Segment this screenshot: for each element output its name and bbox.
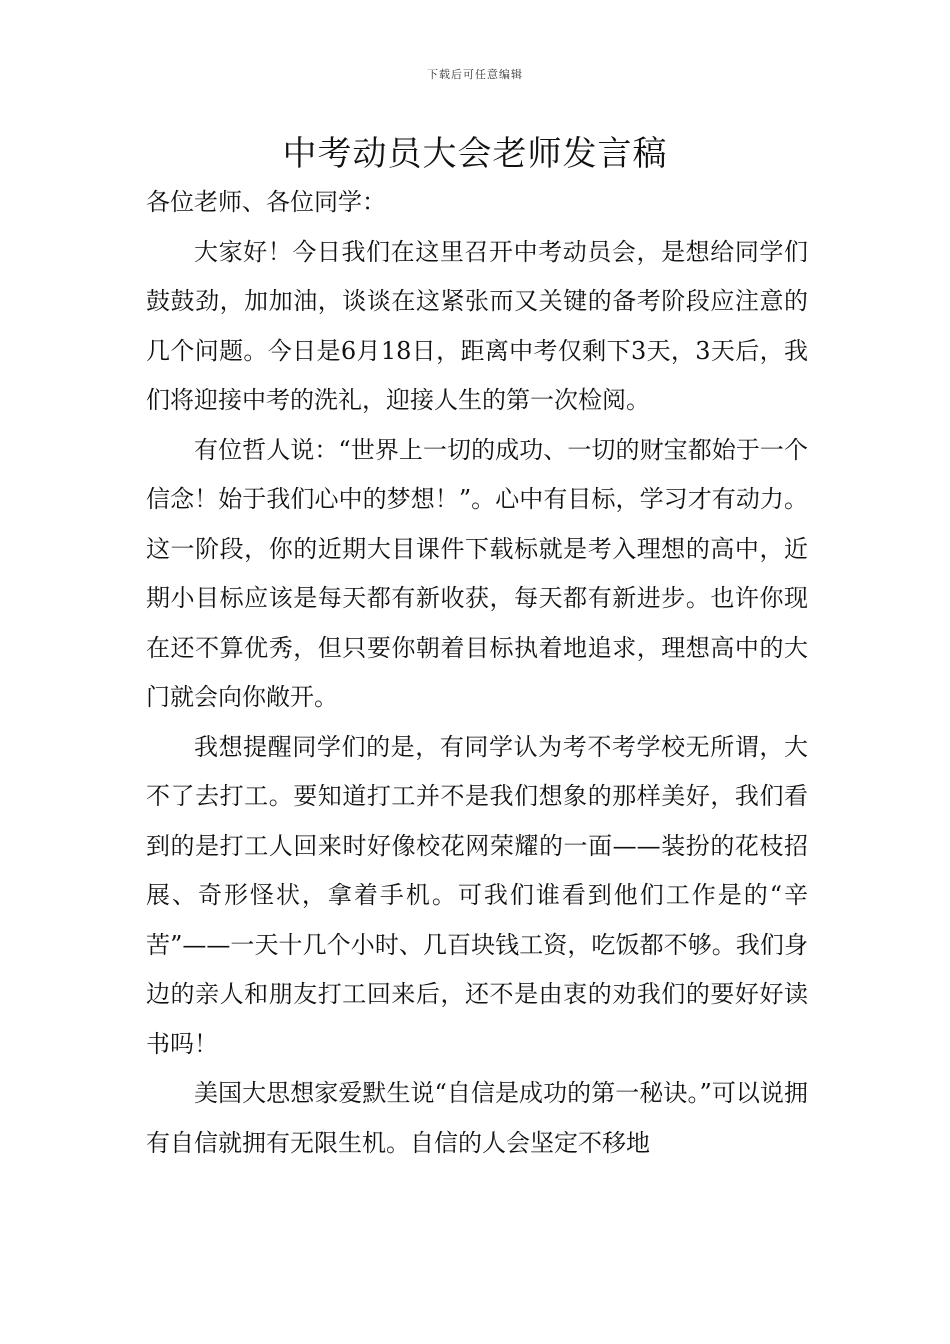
- salutation: 各位老师、各位同学：: [146, 188, 386, 216]
- paragraph-1: 大家好！今日我们在这里召开中考动员会，是想给同学们鼓鼓劲，加加油，谈谈在这紧张而又关键的备考阶段应注意的几个问题。今日是6月18日，距离中考仅剩下3天，3天后，我们将迎接中考的洗礼，迎接人生的第一次检阅。: [146, 237, 808, 414]
- paragraph-2: 有位哲人说：“世界上一切的成功、一切的财宝都始于一个信念！始于我们心中的梦想！”。心中有目标，学习才有动力。这一阶段，你的近期大目课件下载标就是考入理想的高中，近期小目标应该是每天都有新收获，每天都有新进步。也许你现在还不算优秀，但只要你朝着目标执着地追求，理想高中的大门就会向你敞开。: [146, 435, 808, 711]
- document-title: 中考动员大会老师发言稿: [282, 134, 668, 174]
- paragraph-4: 美国大思想家爱默生说“自信是成功的第一秘诀。”可以说拥有自信就拥有无限生机。自信的人会坚定不移地: [146, 1079, 808, 1157]
- document-body: [146, 178, 808, 1168]
- paragraph-3: 我想提醒同学们的是，有同学认为考不考学校无所谓，大不了去打工。要知道打工并不是我们想象的那样美好，我们看到的是打工人回来时好像校花网荣耀的一面——装扮的花枝招展、奇形怪状，拿着手机。可我们谁看到他们工作是的“辛苦”——一天十几个小时、几百块钱工资，吃饭都不够。我们身边的亲人和朋友打工回来后，还不是由衷的劝我们的要好好读书吗！: [146, 732, 808, 1058]
- header-note: 下载后可任意编辑: [427, 68, 523, 81]
